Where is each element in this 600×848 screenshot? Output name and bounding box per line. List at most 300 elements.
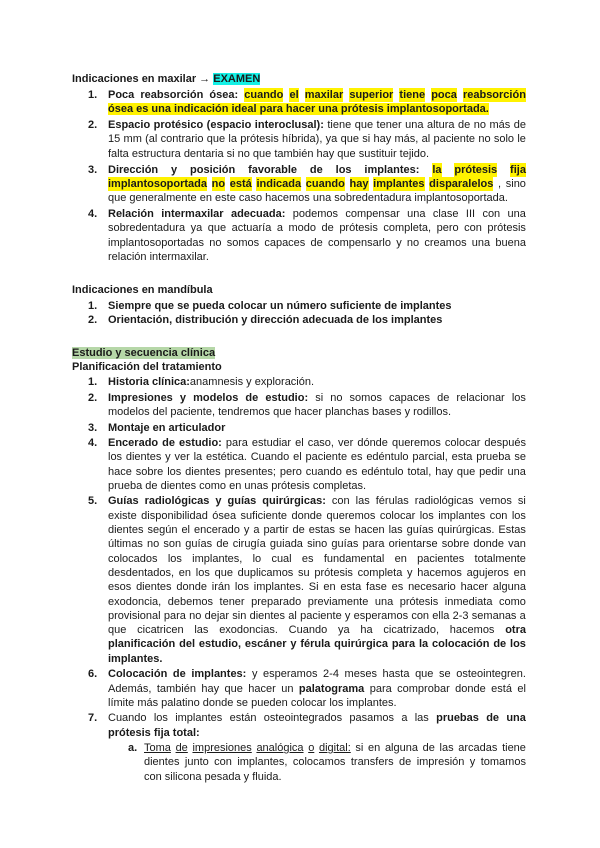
highlighted-text: disparalelos	[429, 177, 494, 190]
plain-text: en	[513, 566, 526, 579]
plain-text: no	[146, 538, 160, 551]
plain-text: no	[189, 609, 202, 622]
plain-text: que	[214, 566, 233, 579]
list-item-line	[108, 313, 442, 327]
list-item-line	[108, 299, 452, 313]
highlighted-text: indicada	[256, 177, 302, 190]
plain-text: para	[225, 437, 248, 449]
plain-text: hacer	[460, 581, 489, 594]
plain-text: también	[156, 682, 196, 695]
plain-text: está	[491, 682, 512, 695]
list-item-line	[108, 623, 526, 637]
list-item-line	[108, 147, 429, 161]
plain-text: es	[301, 552, 314, 565]
plain-text: la	[193, 451, 203, 464]
list-number: 4.	[88, 207, 98, 220]
plain-text: hacemos	[449, 624, 495, 637]
plain-text: colocar	[379, 509, 416, 522]
plain-text: dientes	[108, 524, 144, 536]
list-number: 2.	[88, 391, 98, 404]
list-number: 4.	[88, 437, 98, 449]
plain-text: y	[344, 609, 351, 622]
list-item-line	[108, 726, 200, 740]
plain-text: hacemos	[417, 566, 462, 579]
plain-text: a	[253, 524, 260, 536]
plain-text: implantosoportadas	[108, 236, 205, 249]
bold-text: posición	[190, 163, 236, 176]
heading-text: Planificación del tratamiento	[72, 361, 222, 374]
plain-text: una	[471, 236, 491, 249]
bold-text: y	[171, 163, 178, 176]
list-item-line	[108, 465, 526, 479]
plain-text: colocar	[444, 437, 481, 449]
plain-text: dónde	[357, 437, 388, 449]
plain-text: límite más palatino donde se pueden colocar los implantes.	[108, 696, 397, 709]
plain-text: se	[339, 524, 351, 536]
plain-text: 2-4	[323, 668, 339, 681]
plain-text: una	[507, 465, 526, 478]
plain-text: pacientes	[417, 552, 465, 565]
list-number: 3.	[88, 163, 98, 176]
plain-text: que	[456, 465, 476, 478]
highlighted-text: superior	[349, 89, 394, 101]
plain-text: guías	[331, 538, 359, 551]
plain-text: en	[368, 742, 381, 755]
bold-text: Impresiones	[108, 391, 173, 404]
plain-text: que	[206, 133, 226, 146]
plain-text: osteointegren.	[456, 668, 526, 681]
plain-text: cirugía	[232, 538, 266, 551]
list-item-line	[108, 250, 209, 264]
plain-text: tomamos	[480, 756, 526, 769]
bold-text: Montaje en articulador	[108, 421, 226, 434]
plain-text: los	[167, 465, 182, 478]
highlighted-text: la	[432, 163, 442, 176]
list-item-line	[108, 580, 526, 594]
list-item-line	[108, 609, 526, 623]
list-item-line	[108, 450, 526, 464]
plain-text: 15	[108, 133, 121, 146]
list-item-line	[108, 667, 526, 681]
bold-text: Dirección	[108, 163, 159, 176]
bold-text: palatograma	[298, 682, 365, 695]
plain-text: arcadas	[458, 742, 498, 755]
list-item-line	[108, 118, 526, 132]
plain-text: guías	[406, 524, 434, 536]
bold-text: prótesis fija total:	[108, 726, 200, 739]
plain-text: de	[513, 119, 526, 132]
plain-text: pero	[436, 222, 459, 235]
plain-text: los	[234, 581, 249, 594]
exam-badge: EXAMEN	[213, 73, 261, 85]
plain-text: esperamos	[353, 609, 409, 622]
plain-text: buena	[495, 236, 526, 249]
plain-text: 2-3	[452, 609, 469, 622]
plain-text: capaces	[389, 391, 431, 404]
plain-text: implantes	[175, 712, 223, 725]
plain-text: los	[195, 566, 210, 579]
bold-text: Espacio	[108, 119, 151, 132]
plain-text: van	[508, 538, 526, 551]
list-item-line	[108, 537, 526, 551]
plain-text: con	[214, 756, 232, 769]
plain-text: cicatrizado,	[383, 624, 440, 637]
plain-text: no	[330, 391, 343, 404]
bold-text: los	[510, 638, 526, 651]
plain-text: su	[298, 566, 310, 579]
list-item-line	[108, 637, 526, 651]
sub-list-letter: a.	[128, 742, 138, 755]
arrow-glyph: →	[199, 73, 214, 85]
plain-text: dientes	[136, 581, 172, 594]
plain-text: las	[194, 624, 209, 637]
plain-text: comprobar	[397, 682, 450, 695]
plain-text: se	[439, 668, 451, 681]
plain-text: últimas	[108, 538, 143, 551]
plain-text: sobre	[135, 465, 164, 478]
plain-text: hace	[108, 465, 132, 478]
plain-text: con	[489, 509, 508, 522]
plain-text: los	[167, 552, 182, 565]
plain-text: transfers	[350, 756, 394, 769]
plain-text: alguna	[384, 742, 418, 755]
bold-text: otra	[505, 624, 526, 637]
plain-text: solo	[493, 133, 515, 146]
plain-text: preparado	[251, 595, 302, 608]
plain-text: inmediata	[444, 595, 493, 608]
sub-item-line	[144, 755, 526, 769]
bold-text: Colocación	[108, 668, 168, 681]
plain-text: prótesis	[339, 222, 378, 235]
bold-text: Poca	[108, 89, 135, 101]
plain-text: ,	[498, 177, 502, 190]
plain-text: prótesis	[314, 566, 353, 579]
plain-text: dejar	[204, 609, 230, 622]
plain-text: Cuando	[250, 451, 290, 464]
plain-text: que	[340, 133, 359, 146]
plain-text: paciente	[433, 133, 476, 146]
plain-text: es	[345, 465, 358, 478]
bold-text: implantes:	[364, 163, 420, 176]
plain-text: de	[399, 756, 412, 769]
plain-text: al	[421, 133, 431, 146]
plain-text: implantes,	[237, 756, 288, 769]
plain-text: semanas	[471, 609, 517, 622]
plain-text: ella	[432, 609, 450, 622]
underlined-text: de	[175, 742, 188, 755]
bold-text: del	[179, 638, 196, 651]
bold-text: una	[506, 712, 526, 725]
plain-text: colocados	[108, 552, 158, 565]
plain-text: híbrida),	[282, 133, 323, 146]
plain-text: colocamos	[292, 756, 346, 769]
plain-text: a	[401, 712, 408, 725]
plain-text: se	[514, 451, 526, 464]
plain-text: partir	[263, 524, 289, 536]
plain-text: previamente	[307, 595, 369, 608]
plain-text: necesario	[408, 581, 456, 594]
plain-text: los	[419, 509, 434, 522]
plain-text: los	[108, 451, 123, 464]
plain-text: pasamos	[349, 712, 395, 725]
list-item-line	[108, 523, 526, 537]
plain-text: Además,	[108, 682, 152, 695]
plain-text: duplicamos	[237, 566, 294, 579]
plain-text: para	[163, 609, 186, 622]
plain-text: si	[517, 495, 526, 508]
plain-text: con	[464, 222, 482, 235]
plain-text: somos	[226, 236, 260, 249]
bold-text: colocación	[431, 638, 490, 651]
list-item-line	[108, 132, 526, 146]
plain-text: completa	[357, 566, 403, 579]
highlighted-text: implantes	[373, 177, 425, 190]
plain-text: y	[251, 668, 258, 681]
highlighted-text: fija	[510, 163, 526, 176]
plain-text: estudiar	[251, 437, 292, 449]
plain-text: totalmente	[474, 552, 526, 565]
plain-text: en	[394, 552, 407, 565]
plain-text: dientes	[125, 451, 162, 464]
plain-text: ver	[174, 451, 190, 464]
bold-text: de	[162, 437, 176, 449]
plain-text: pero	[279, 465, 302, 478]
plain-text: compensarlo	[328, 236, 391, 249]
plain-text: las	[388, 524, 403, 536]
plain-text: sin	[232, 609, 247, 622]
bold-text: interoclusal):	[254, 119, 324, 132]
plain-text: cicatricen	[137, 624, 184, 637]
plain-text: prótesis	[487, 222, 526, 235]
plain-text: en	[323, 581, 336, 594]
subheading-planificacion	[72, 360, 222, 374]
bold-text: favorable	[248, 163, 298, 176]
list-item-line	[108, 696, 397, 710]
plain-text: capaces	[264, 236, 306, 249]
bold-text: Guías	[108, 495, 139, 508]
plain-text: después	[484, 437, 526, 449]
list-item-line	[108, 711, 526, 725]
bold-text: de	[172, 668, 186, 681]
bold-text: de	[486, 712, 500, 725]
plain-text: no	[473, 119, 486, 132]
bold-text: Orientación, distribución y dirección adecuada de los implantes	[108, 314, 443, 327]
plain-text: de	[422, 742, 435, 755]
plain-text: donde	[473, 538, 504, 551]
plain-text: con	[482, 207, 501, 220]
plain-text: estética.	[205, 451, 247, 464]
plain-text: mm	[123, 133, 142, 146]
list-number: 3.	[88, 421, 98, 434]
plain-text: implantes,	[192, 552, 243, 565]
list-number: 1.	[88, 376, 98, 389]
plain-text: más,	[394, 133, 419, 146]
bold-text: radiológicas	[144, 495, 210, 508]
bold-text: de	[245, 391, 259, 404]
highlighted-text: cuando	[305, 177, 345, 190]
plain-text: hay	[201, 682, 220, 695]
plain-text: creamos	[424, 236, 467, 249]
bold-text: estudio:	[265, 391, 309, 404]
plain-text: irán	[211, 581, 231, 594]
plain-text: vemos	[479, 495, 512, 508]
plain-text: relación intermaxilar.	[108, 250, 209, 263]
plain-text: sino	[505, 177, 526, 190]
plain-text: están	[229, 712, 257, 725]
list-item-line	[108, 682, 526, 696]
list-item-line	[108, 236, 526, 250]
plain-text: tiene	[502, 742, 526, 755]
plain-text: ya	[337, 624, 350, 637]
list-item-line	[108, 421, 225, 435]
plain-text: al	[288, 609, 297, 622]
plain-text: Cuando	[108, 712, 147, 725]
plain-text: donde	[176, 581, 207, 594]
plain-text: que	[108, 624, 127, 637]
list-item-line	[108, 177, 526, 191]
plain-text: de	[310, 236, 323, 249]
underlined-text: digital:	[318, 742, 351, 755]
bold-text: Siempre que se pueda colocar un número suficiente de implantes	[108, 299, 452, 312]
plain-text: (al	[145, 133, 158, 146]
list-item-line	[108, 494, 526, 508]
plain-text: con	[331, 495, 350, 508]
plain-text: caso,	[307, 437, 334, 449]
list-number: 5.	[88, 495, 98, 508]
sub-item-line	[144, 741, 526, 755]
plain-text: cual	[271, 552, 292, 565]
plain-text: Si	[308, 581, 319, 594]
list-number: 2.	[88, 314, 98, 327]
plain-text: queremos	[326, 509, 376, 522]
list-item-line	[108, 436, 526, 450]
plain-text: ya	[190, 222, 203, 235]
plain-text: no	[406, 236, 420, 249]
list-item-line	[108, 207, 526, 221]
list-item-line	[108, 405, 451, 419]
plain-text: tener	[376, 119, 402, 132]
underlined-text: Toma	[144, 742, 171, 755]
underlined-text: impresiones	[192, 742, 252, 755]
plain-text: presentes;	[224, 465, 276, 478]
plain-text: clase	[432, 207, 459, 220]
plain-text: no	[478, 133, 491, 146]
highlighted-text: el	[289, 89, 299, 101]
plain-text: y	[469, 756, 476, 769]
plain-text: una	[405, 119, 424, 132]
plain-text: y	[165, 451, 171, 464]
bold-text: quirúrgicas:	[262, 495, 326, 508]
bold-text: escáner	[244, 638, 287, 651]
bold-text: pruebas	[436, 712, 479, 725]
plain-text: con silicona pesada y fluida.	[144, 770, 282, 783]
plain-text: impresión	[416, 756, 465, 769]
plain-text: si	[362, 133, 371, 146]
plain-text: como	[498, 595, 526, 608]
heading-text: Indicaciones en mandíbula	[72, 283, 213, 296]
plain-text: para	[362, 538, 385, 551]
plain-text: osteointegrados	[263, 712, 343, 725]
plain-text: de	[457, 119, 471, 132]
list-item-line	[108, 552, 526, 566]
plain-text: desdentados,	[108, 566, 175, 579]
list-item-line	[108, 191, 508, 205]
plain-text: total,	[407, 465, 432, 478]
bold-text: para	[391, 638, 416, 651]
plain-text: edéntulo	[366, 451, 409, 464]
plain-text: queremos	[391, 437, 441, 449]
underlined-text: o	[308, 742, 315, 755]
plain-text: pedir	[479, 465, 504, 478]
plain-text: de	[292, 524, 305, 536]
bold-text: la	[418, 638, 429, 651]
plain-text: III	[465, 207, 476, 220]
bold-text: implantes.	[108, 652, 163, 665]
plain-text: encerado	[193, 524, 240, 536]
list-item-line	[108, 375, 314, 389]
plain-text: no	[209, 236, 222, 249]
plain-text: estas	[308, 524, 336, 536]
plain-text: las	[439, 742, 454, 755]
list-item-line	[108, 509, 526, 523]
plain-text: en	[178, 566, 192, 579]
bold-text: guías	[227, 495, 257, 508]
plain-text: que	[224, 682, 243, 695]
plain-text: los	[511, 509, 526, 522]
plain-text: dientes	[144, 756, 180, 769]
section-heading-estudio	[72, 346, 215, 360]
plain-text: ya	[325, 133, 338, 146]
list-item-line	[108, 163, 526, 177]
plain-text: hay	[373, 133, 392, 146]
heading-text: Indicaciones en maxilar	[72, 73, 200, 85]
plain-text: sobredentadura	[108, 222, 186, 235]
plain-text: esperamos	[263, 668, 318, 681]
plain-text: son	[163, 538, 182, 551]
plain-text: Cuando	[288, 624, 328, 637]
plain-text: la	[228, 133, 237, 146]
plain-text: más	[489, 119, 511, 132]
bold-text: y	[290, 638, 297, 651]
bold-text: Encerado	[108, 437, 159, 449]
list-item-line	[108, 102, 489, 116]
plain-text: meses	[344, 668, 377, 681]
plain-text: hay	[435, 465, 453, 478]
plain-text: disponibilidad	[141, 509, 208, 522]
bold-text: estudio:	[179, 437, 222, 449]
bold-text: los	[335, 163, 352, 176]
highlighted-text: poca	[431, 89, 457, 101]
plain-text: que	[207, 222, 227, 235]
bold-text: Relación	[108, 207, 154, 220]
plain-text: esta	[340, 581, 362, 594]
plain-text: donde	[455, 682, 486, 695]
list-item-line	[108, 221, 526, 235]
plain-text: férulas	[375, 495, 409, 508]
plain-text: el	[517, 682, 526, 695]
sub-item-line	[144, 770, 282, 784]
bold-text: estudio,	[198, 638, 242, 651]
list-item-line	[108, 391, 526, 405]
plain-text: compensar	[345, 207, 400, 220]
plain-text: una	[407, 207, 426, 220]
plain-text: junto	[184, 756, 209, 769]
list-number: 6.	[88, 668, 98, 681]
plain-text: parcial,	[412, 451, 448, 464]
highlighted-text: implantosoportada	[108, 177, 208, 190]
plain-text: los	[511, 391, 526, 404]
plain-text: Estas	[498, 524, 526, 536]
